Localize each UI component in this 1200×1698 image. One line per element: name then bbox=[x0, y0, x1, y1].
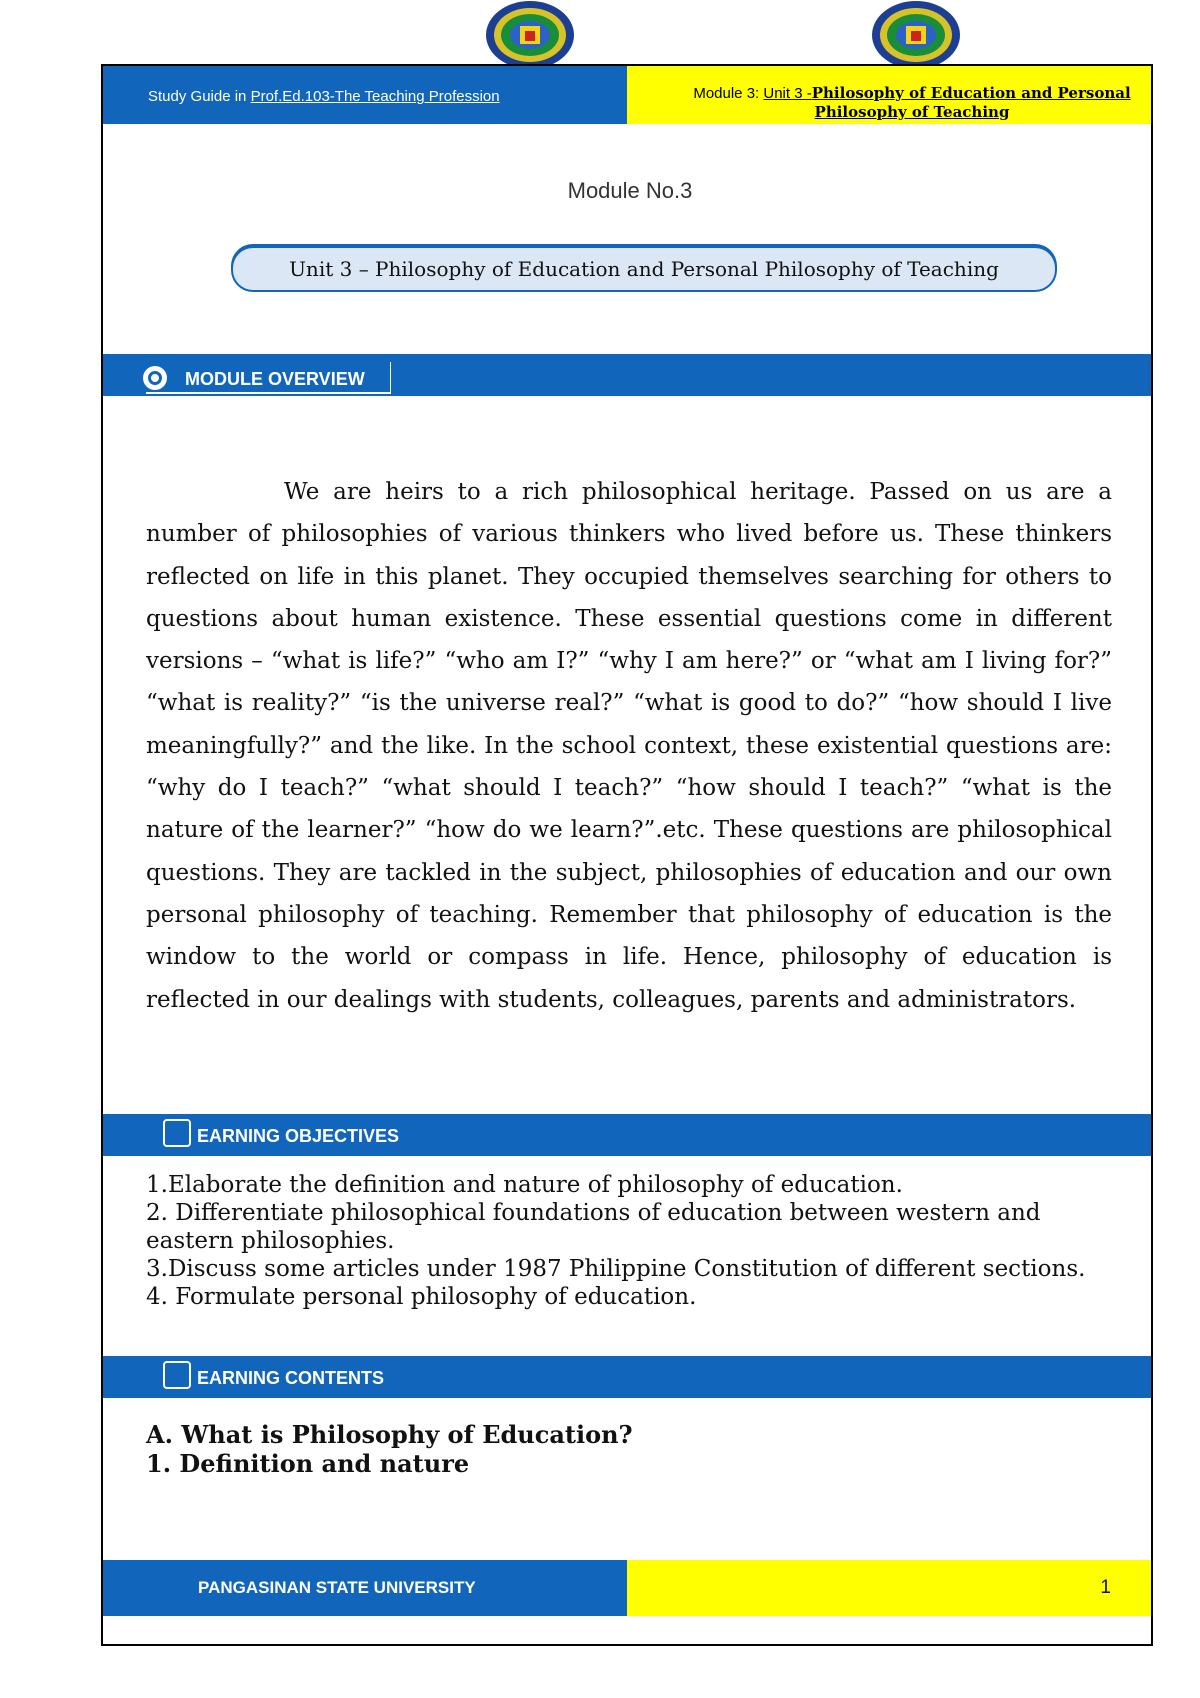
overview-paragraph: We are heirs to a rich philosophical heritage. Passed on us are a number of philosophies of various thinkers who lived before us. These thinkers reflected on life in this planet. They occupied themselves searching for others to questions about human existence. These essential questions come in different versions – “what is life?” “who am I?” “why I am here?” or “what am I living for?” “what is reality?” “is the universe real?” “what is good to do?” “how should I live meaningfully?” and the like. In the school context, these existential questions are: “why do I teach?” “what should I teach?” “how should I teach?” “what is the nature of the learner?” “how do we learn?”.etc. These questions are philosophical questions. They are tackled in the subject, philosophies of education and our own personal philosophy of teaching. Remember that philosophy of education is the window to the world or compass in life. Hence, philosophy of education is reflected in our dealings with students, colleagues, parents and administrators. bbox=[146, 479, 1112, 1013]
university-seal-left-icon bbox=[484, 0, 576, 70]
page-number: 1 bbox=[1100, 1577, 1111, 1598]
header-right bbox=[627, 66, 1151, 124]
contents-question: A. What is Philosophy of Education? bbox=[146, 1420, 633, 1449]
objective-item: 4. Formulate personal philosophy of education. bbox=[146, 1284, 697, 1310]
objective-item: 1.Elaborate the definition and nature of philosophy of education. bbox=[146, 1172, 903, 1198]
unit-title: Unit 3 – Philosophy of Education and Personal Philosophy of Teaching bbox=[233, 248, 1055, 290]
header-study-guide-label: Study Guide in bbox=[148, 88, 251, 105]
objective-item: 2. Differentiate philosophical foundations of education between western and eastern philosophies. bbox=[146, 1200, 1041, 1254]
footer-university: PANGASINAN STATE UNIVERSITY bbox=[198, 1578, 476, 1597]
pencil-icon bbox=[163, 1119, 191, 1147]
overview-heading: MODULE OVERVIEW bbox=[185, 369, 365, 389]
header-module-label: Module 3: bbox=[693, 85, 764, 102]
header-unit-title: Philosophy of Education and Personal Philosophy of Teaching bbox=[811, 84, 1131, 121]
target-icon bbox=[143, 366, 167, 390]
footer-left bbox=[103, 1560, 627, 1616]
course-link[interactable]: Prof.Ed.103-The Teaching Profession bbox=[250, 88, 500, 105]
book-icon bbox=[163, 1361, 191, 1389]
footer-right bbox=[627, 1560, 1151, 1616]
contents-heading: EARNING CONTENTS bbox=[197, 1368, 385, 1388]
university-seal-right-icon bbox=[870, 0, 962, 70]
module-number: Module No.3 bbox=[567, 178, 693, 203]
objectives-list bbox=[146, 1171, 1112, 1311]
objectives-heading: EARNING OBJECTIVES bbox=[197, 1126, 400, 1146]
header-left bbox=[103, 66, 627, 124]
objective-item: 3.Discuss some articles under 1987 Philippine Constitution of different sections. bbox=[146, 1256, 1086, 1282]
contents-body bbox=[146, 1420, 633, 1478]
header-unit-label: Unit 3 - bbox=[763, 85, 812, 102]
overview-band-bottom bbox=[103, 396, 1111, 400]
contents-subheading: 1. Definition and nature bbox=[146, 1449, 470, 1478]
